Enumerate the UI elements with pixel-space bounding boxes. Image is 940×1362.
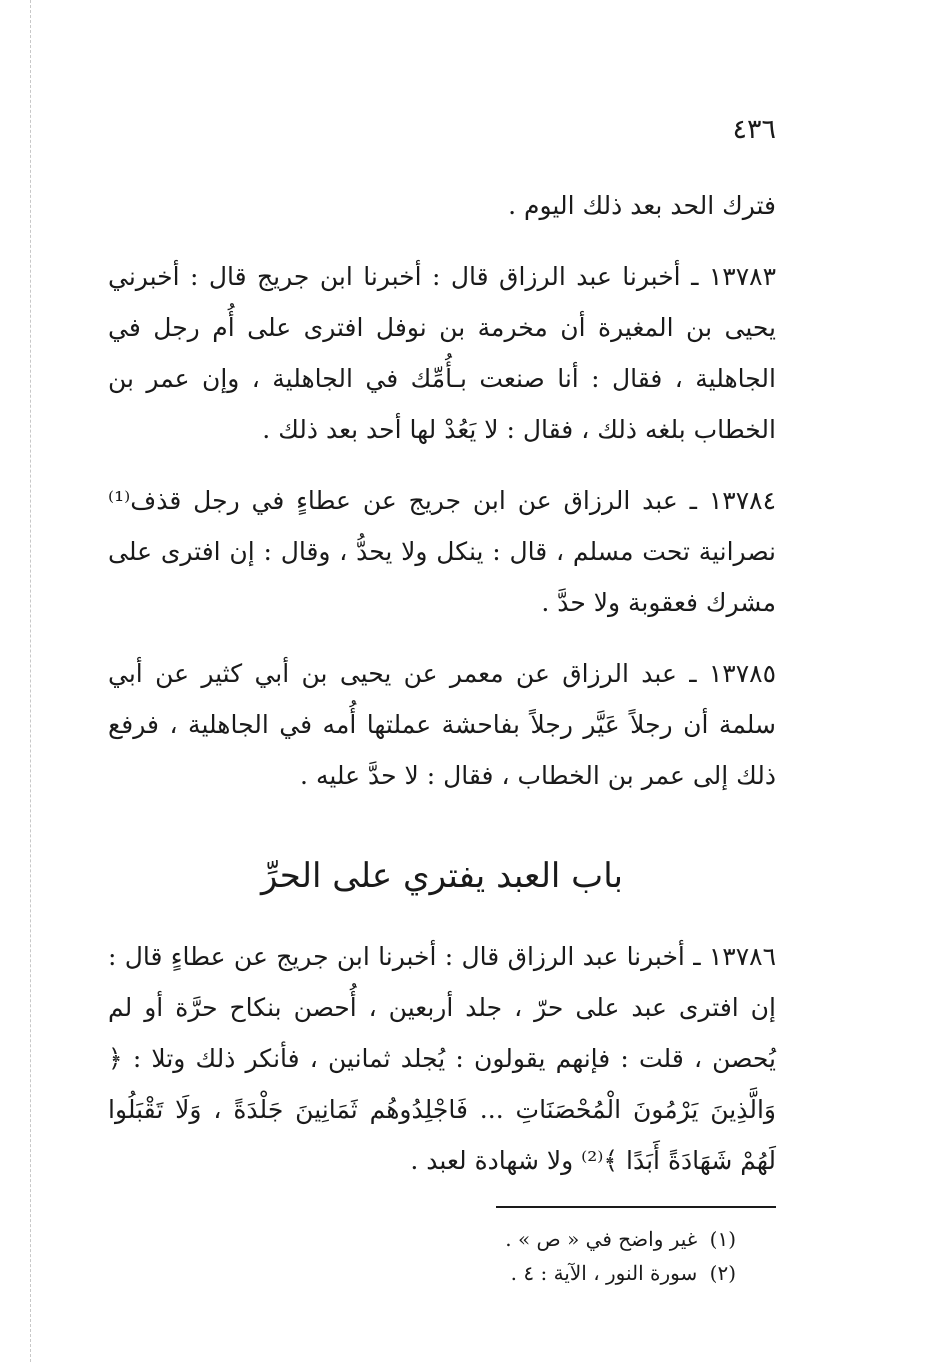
book-page [108, 110, 776, 1290]
page-number: ٤٣٦ [732, 114, 776, 145]
paragraph-hadith-13785: ١٣٧٨٥ ـ عبد الرزاق عن معمر عن يحيى بن أبي كثير عن أبي سلمة أن رجلاً عَيَّر رجلاً بفاحشة عملتها أُمه في الجاهلية ، فرفع ذلك إلى عمر بن الخطاب ، فقال : لا حدَّ عليه . [108, 659, 776, 790]
paragraph-continuation: فترك الحد بعد ذلك اليوم . [508, 191, 776, 220]
paragraph-hadith-13783: ١٣٧٨٣ ـ أخبرنا عبد الرزاق قال : أخبرنا ابن جريج قال : أخبرني يحيى بن المغيرة أن مخرمة بن نوفل افترى على أُم رجل في الجاهلية ، فقال : أنا صنعت بـأُمِّك في الجاهلية ، وإن عمر بن الخطاب بلغه ذلك ، فقال : لا يَعُدْ لها أحد بعد ذلك . [108, 262, 776, 444]
footnote-text: غير واضح في « ص » . [505, 1227, 698, 1251]
paragraph-hadith-13784: ١٣٧٨٤ ـ عبد الرزاق عن ابن جريج عن عطاءٍ في رجل قذف⁽¹⁾ نصرانية تحت مسلم ، قال : ينكل ولا يحدُّ ، وقال : إن افترى على مشرك فعقوبة ولا حدَّ . [108, 486, 776, 617]
section-heading: باب العبد يفتري على الحرِّ [260, 856, 624, 896]
page-edge-line [30, 0, 31, 1362]
footnote-number: (١) [709, 1227, 736, 1251]
footnote-number: (٢) [709, 1261, 736, 1285]
footnote-text: سورة النور ، الآية : ٤ . [510, 1261, 698, 1285]
paragraph-hadith-13786: ١٣٧٨٦ ـ أخبرنا عبد الرزاق قال : أخبرنا ابن جريج عن عطاءٍ قال : إن افترى عبد على حرّ ، جلد أربعين ، أُحصن بنكاح حرَّة أو لم يُحصن ، قلت : فإنهم يقولون : يُجلد ثمانين ، فأنكر ذلك وتلا : ﴿ وَالَّذِينَ يَرْمُونَ الْمُحْصَنَاتِ ... فَاجْلِدُوهُم ثَمَانِينَ جَلْدَةً ، وَلَا تَقْبَلُوا لَهُمْ شَهَادَةً أَبَدًا ﴾⁽²⁾ ولا شهادة لعبد . [108, 942, 776, 1175]
footnote-2 [108, 1256, 776, 1290]
footnote-1 [108, 1222, 776, 1256]
footnote-divider [496, 1206, 776, 1208]
